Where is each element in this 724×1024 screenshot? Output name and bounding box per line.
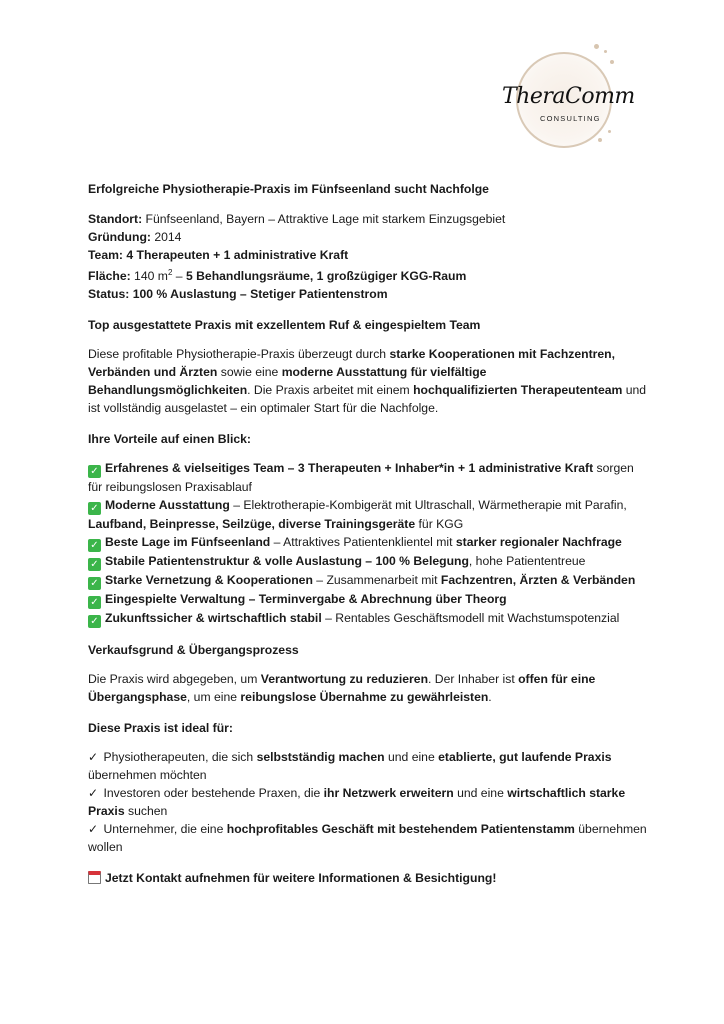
bold-text: ihr Netzwerk erweitern xyxy=(323,786,454,801)
text: Investoren oder bestehende Praxen, die xyxy=(100,786,324,801)
text: sowie eine xyxy=(217,365,282,380)
bold-text: hochqualifizierten Therapeutenteam xyxy=(413,383,623,398)
bold-text: etablierte, gut laufende Praxis xyxy=(438,750,612,765)
list-item xyxy=(88,820,648,856)
bold-text: Laufband, Beinpresse, Seilzüge, diverse Trainingsgeräte xyxy=(88,517,416,532)
logo-dot xyxy=(610,60,614,64)
text: – Attraktives Patientenklientel mit xyxy=(270,535,456,550)
fact-gruendung xyxy=(88,228,648,246)
bold-text: Starke Vernetzung & Kooperationen xyxy=(105,573,313,588)
checkmark-icon: ✓ xyxy=(88,596,101,609)
text: übernehmen wollen xyxy=(88,822,647,855)
bold-text: Verantwortung zu reduzieren xyxy=(260,672,429,687)
ideal-list xyxy=(88,748,648,856)
text: Physiotherapeuten, die sich xyxy=(100,750,257,765)
bold-text: Stabile Patientenstruktur & volle Auslastung – 100 % Belegung xyxy=(105,554,469,569)
fact-label: Gründung: xyxy=(88,230,151,244)
text: Unternehmer, die eine xyxy=(100,822,227,837)
intro-paragraph xyxy=(88,345,648,417)
bold-text: moderne Ausstattung für vielfältige Behandlungsmöglichkeiten xyxy=(88,365,487,398)
text: und ist vollständig ausgelastet – ein optimaler Start für die Nachfolge. xyxy=(88,383,647,416)
fact-status: Status: 100 % Auslastung – Stetiger Patientenstrom xyxy=(88,287,388,302)
bold-text: reibungslose Übernahme zu gewährleisten xyxy=(240,690,489,705)
logo-dot xyxy=(594,44,599,49)
list-item xyxy=(88,459,648,496)
cta-text: Jetzt Kontakt aufnehmen für weitere Informationen & Besichtigung! xyxy=(105,871,497,886)
list-item xyxy=(88,590,648,609)
fact-value: Fünfseenland, Bayern – Attraktive Lage mit starkem Einzugsgebiet xyxy=(142,212,506,226)
section-heading: Ihre Vorteile auf einen Blick: xyxy=(88,432,251,447)
list-item xyxy=(88,784,648,820)
text: , hohe Patiententreue xyxy=(468,554,586,569)
verkauf-paragraph xyxy=(88,670,648,706)
bold-text: Moderne Ausstattung xyxy=(105,498,230,513)
list-item xyxy=(88,609,648,628)
bold-text: starke Kooperationen mit Fachzentren, Verbänden und Ärzten xyxy=(88,347,615,380)
tick-icon: ✓ xyxy=(88,822,99,837)
list-item xyxy=(88,748,648,784)
page-title: Erfolgreiche Physiotherapie-Praxis im Fünfseenland sucht Nachfolge xyxy=(88,182,489,196)
text: Diese profitable Physiotherapie-Praxis überzeugt durch xyxy=(88,347,390,362)
fact-standort xyxy=(88,210,648,228)
fact-value: 2014 xyxy=(150,230,182,244)
bold-text: starker regionaler Nachfrage xyxy=(455,535,622,550)
checkmark-icon: ✓ xyxy=(88,465,101,478)
checkmark-icon: ✓ xyxy=(88,539,101,552)
list-item xyxy=(88,552,648,571)
logo-tagline: CONSULTING xyxy=(540,114,601,123)
checkmark-icon: ✓ xyxy=(88,558,101,571)
text: . xyxy=(488,690,492,705)
logo xyxy=(498,42,648,152)
checkmark-icon: ✓ xyxy=(88,502,101,515)
list-item xyxy=(88,571,648,590)
bold-text: Eingespielte Verwaltung – Terminvergabe & Abrechnung über Theorg xyxy=(105,592,507,607)
bold-text: hochprofitables Geschäft mit bestehendem Patientenstamm xyxy=(226,822,575,837)
text: für KGG xyxy=(415,517,464,532)
text: – Elektrotherapie-Kombigerät mit Ultraschall, Wärmetherapie mit Parafin, xyxy=(229,498,627,513)
fact-dash: – xyxy=(172,269,186,284)
bold-text: Zukunftssicher & wirtschaftlich stabil xyxy=(105,611,322,626)
bold-text: Fachzentren, Ärzten & Verbänden xyxy=(440,573,636,588)
list-item xyxy=(88,533,648,552)
bold-text: selbstständig machen xyxy=(256,750,385,765)
text: suchen xyxy=(124,804,168,819)
text: . Die Praxis arbeitet mit einem xyxy=(247,383,414,398)
calendar-icon xyxy=(88,871,101,884)
bold-text: Erfahrenes & vielseitiges Team – 3 Therapeuten + Inhaber*in + 1 administrative Kraft xyxy=(105,461,594,476)
text: übernehmen möchten xyxy=(88,768,207,783)
section-heading: Verkaufsgrund & Übergangsprozess xyxy=(88,643,299,658)
bold-text: offen für eine Übergangsphase xyxy=(88,672,596,705)
text: und eine xyxy=(453,786,508,801)
section-heading: Top ausgestattete Praxis mit exzellentem Ruf & eingespieltem Team xyxy=(88,318,481,333)
bold-text: Beste Lage im Fünfseenland xyxy=(105,535,271,550)
list-item xyxy=(88,496,648,533)
text: . Der Inhaber ist xyxy=(428,672,519,687)
text: , um eine xyxy=(186,690,241,705)
tick-icon: ✓ xyxy=(88,786,99,801)
text: – Rentables Geschäftsmodell mit Wachstumspotenzial xyxy=(321,611,620,626)
fact-label: Standort: xyxy=(88,212,143,226)
fact-team: Team: 4 Therapeuten + 1 administrative Kraft xyxy=(88,248,349,262)
fact-bold: 5 Behandlungsräume, 1 großzügiger KGG-Raum xyxy=(185,269,467,284)
call-to-action xyxy=(88,869,648,887)
text: – Zusammenarbeit mit xyxy=(312,573,441,588)
fact-sup: 2 xyxy=(167,268,173,277)
text: sorgen für reibungslosen Praxisablauf xyxy=(88,461,634,495)
fact-label: Fläche: xyxy=(88,269,131,284)
fact-value: 140 m xyxy=(130,269,168,284)
logo-dot xyxy=(598,138,602,142)
vorteile-list xyxy=(88,459,648,628)
logo-dot xyxy=(604,50,607,53)
document-body xyxy=(88,180,648,887)
checkmark-icon: ✓ xyxy=(88,615,101,628)
logo-dot xyxy=(608,130,611,133)
fact-flaeche xyxy=(88,264,648,285)
checkmark-icon: ✓ xyxy=(88,577,101,590)
logo-script-text: TheraComm xyxy=(502,84,635,109)
tick-icon: ✓ xyxy=(88,750,99,765)
text: Die Praxis wird abgegeben, um xyxy=(88,672,261,687)
bold-text: wirtschaftlich starke Praxis xyxy=(88,786,626,819)
text: und eine xyxy=(384,750,439,765)
section-heading: Diese Praxis ist ideal für: xyxy=(88,721,233,736)
